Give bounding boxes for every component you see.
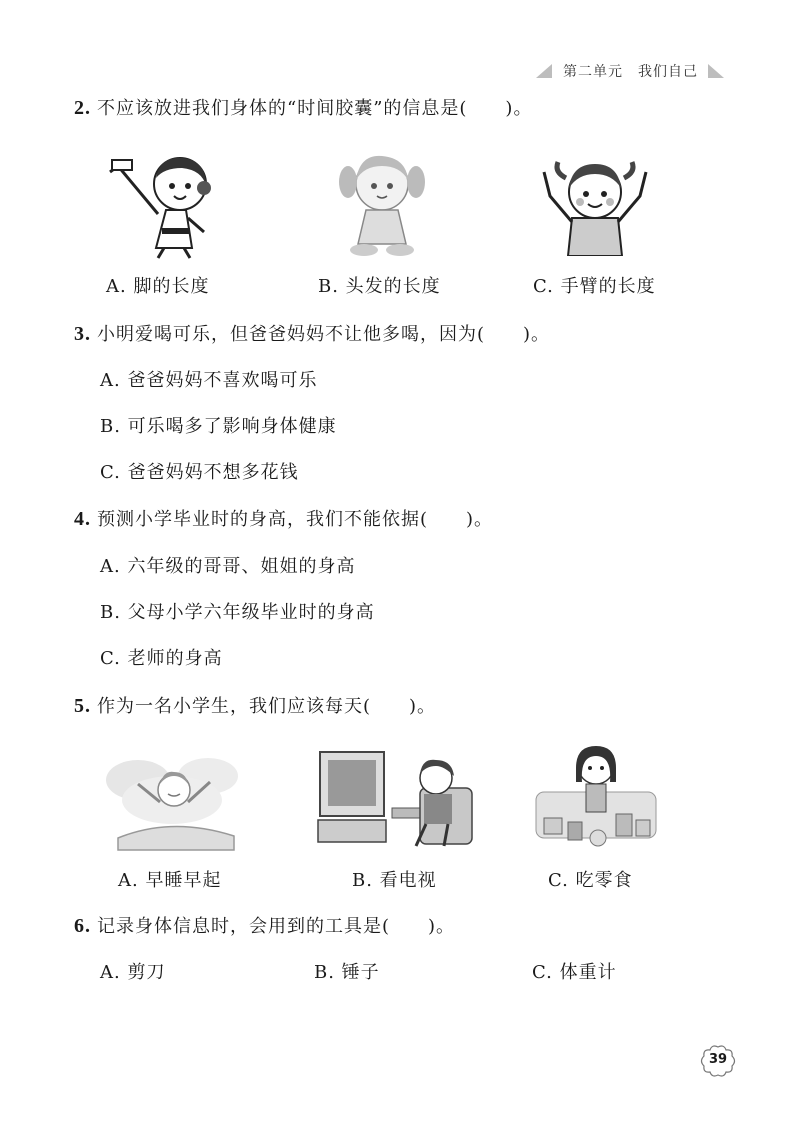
option-4a[interactable]: A. 六年级的哥哥、姐姐的身高	[100, 556, 356, 577]
question-number: 2.	[74, 97, 91, 119]
option-4c[interactable]: C. 老师的身高	[100, 648, 223, 669]
waking-up-illustration	[98, 750, 246, 854]
karate-girl-illustration	[108, 148, 218, 260]
option-5b[interactable]: B. 看电视	[352, 870, 437, 891]
page-number-badge	[700, 1044, 736, 1078]
question-number: 4.	[74, 508, 91, 530]
question-text: 记录身体信息时，会用到的工具是( )。	[97, 916, 456, 937]
question-number: 5.	[74, 695, 91, 717]
option-6c[interactable]: C. 体重计	[532, 962, 617, 983]
option-3b[interactable]: B. 可乐喝多了影响身体健康	[100, 416, 337, 437]
question-2	[74, 94, 532, 120]
watching-tv-illustration	[316, 748, 476, 854]
page-number: 39	[708, 1052, 728, 1067]
option-2c[interactable]: C. 手臂的长度	[533, 276, 656, 297]
question-number: 6.	[74, 915, 91, 937]
option-2a[interactable]: A. 脚的长度	[106, 276, 210, 297]
question-4	[74, 505, 493, 531]
option-3c[interactable]: C. 爸爸妈妈不想多花钱	[100, 462, 299, 483]
question-text: 预测小学毕业时的身高，我们不能依据( )。	[97, 509, 494, 530]
option-3a[interactable]: A. 爸爸妈妈不喜欢喝可乐	[100, 370, 318, 391]
question-6	[74, 912, 455, 938]
option-6b[interactable]: B. 锤子	[314, 962, 380, 983]
question-text: 小明爱喝可乐，但爸爸妈妈不让他多喝，因为( )。	[97, 324, 551, 345]
option-4b[interactable]: B. 父母小学六年级毕业时的身高	[100, 602, 375, 623]
option-5c[interactable]: C. 吃零食	[548, 870, 633, 891]
question-number: 3.	[74, 323, 91, 345]
eating-snacks-illustration	[532, 742, 660, 854]
unit-header	[536, 60, 726, 82]
sitting-girl-illustration	[330, 148, 434, 260]
question-text: 不应该放进我们身体的“时间胶囊”的信息是( )。	[97, 98, 533, 119]
question-5	[74, 692, 436, 718]
question-3	[74, 320, 550, 346]
unit-title: 第二单元 我们自己	[563, 64, 698, 80]
triangle-right-icon	[708, 64, 724, 78]
option-6a[interactable]: A. 剪刀	[100, 962, 166, 983]
option-5a[interactable]: A. 早睡早起	[118, 870, 222, 891]
question-text: 作为一名小学生，我们应该每天( )。	[97, 696, 437, 717]
triangle-left-icon	[536, 64, 552, 78]
option-2b[interactable]: B. 头发的长度	[318, 276, 441, 297]
raised-arms-girl-illustration	[536, 152, 654, 256]
